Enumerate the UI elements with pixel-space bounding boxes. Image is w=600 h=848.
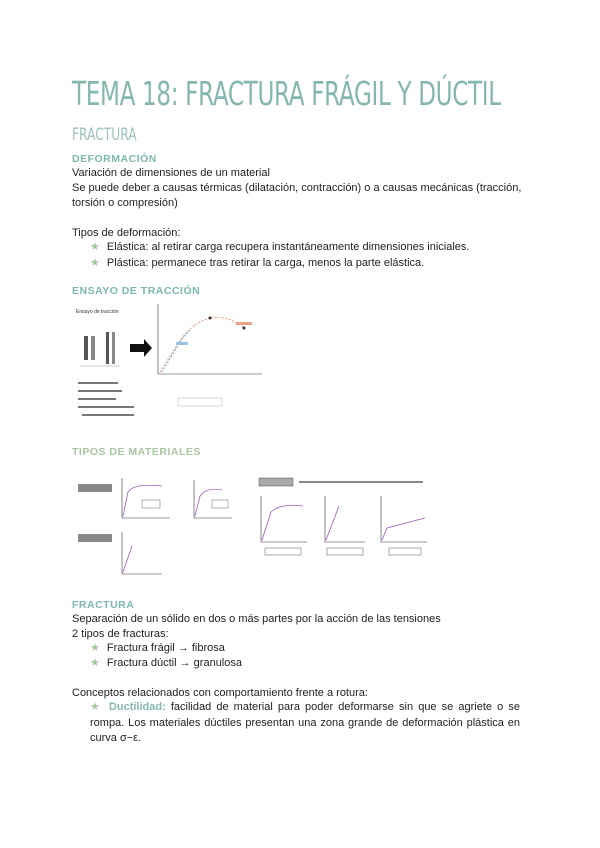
annotation-label <box>236 322 252 325</box>
figure-title: Ensayo de tracción <box>76 309 119 315</box>
deformacion-line-2: Se puede deber a causas térmicas (dilatación, contracción) o a causas mecánicas (tracción, <box>72 182 522 194</box>
curve-engineering <box>160 317 244 372</box>
annotation-label-blue <box>176 342 188 345</box>
stress-strain-chart <box>150 300 270 385</box>
list-item: ★ Fractura frágil → fibrosa <box>90 642 225 654</box>
page-title: TEMA 18: FRACTURA FRÁGIL Y DÚCTIL <box>72 74 501 113</box>
note-line <box>299 481 423 483</box>
star-icon: ★ <box>90 241 100 253</box>
label-box-ceramics <box>78 534 112 542</box>
heading-deformacion: DEFORMACIÓN <box>72 153 157 165</box>
deformacion-line-1: Variación de dimensiones de un material <box>72 167 270 179</box>
max-point <box>209 317 212 320</box>
list-item: ★ Fractura dúctil → granulosa <box>90 657 242 669</box>
star-icon: ★ <box>90 657 100 669</box>
fractura-line-2: 2 tipos de fracturas: <box>72 628 169 640</box>
formula-box <box>178 398 222 406</box>
label-box-metals <box>78 484 112 492</box>
polymer-curve-3 <box>382 518 425 540</box>
star-icon: ★ <box>90 701 102 713</box>
materials-metals-figure <box>72 470 252 582</box>
list-item: ★ Elástica: al retirar carga recupera instantáneamente dimensiones iniciales. <box>90 241 470 253</box>
list-item-ductilidad <box>90 700 520 747</box>
heading-fractura: FRACTURA <box>72 599 135 611</box>
star-icon: ★ <box>90 642 100 654</box>
curve-elastic <box>162 330 190 372</box>
materials-polymers-figure <box>255 470 445 565</box>
conceptos-label: Conceptos relacionados con comportamiento frente a rotura: <box>72 687 368 699</box>
heading-ensayo-traccion: ENSAYO DE TRACCIÓN <box>72 285 201 297</box>
section-subtitle: FRACTURA <box>72 125 137 145</box>
ductilidad-definition: facilidad de material para poder deformarse sin que se agriete o se rompa. Los materiales dúctiles presentan una zona grande de deformación plástica en curva σ−ε. <box>90 701 520 744</box>
arrow-icon <box>130 339 152 357</box>
fracture-point <box>243 327 246 330</box>
deformacion-line-3: torsión o compresión) <box>72 197 178 209</box>
specimen-left-2 <box>91 336 95 360</box>
polymer-curve-2 <box>326 506 339 540</box>
term-ductilidad: Ductilidad: <box>108 701 166 713</box>
specimen-right <box>106 332 109 364</box>
label-box-polymers <box>259 478 293 486</box>
specimen-right-2 <box>112 332 115 364</box>
ceramic-curve <box>123 546 132 572</box>
figure-legend <box>78 382 134 416</box>
star-icon: ★ <box>90 257 100 269</box>
metal-curve-1 <box>123 485 162 516</box>
tipos-deformacion-label: Tipos de deformación: <box>72 227 181 239</box>
heading-tipos-materiales: TIPOS DE MATERIALES <box>72 446 201 458</box>
list-item: ★ Plástica: permanece tras retirar la carga, menos la parte elástica. <box>90 257 425 269</box>
metal-curve-2 <box>195 489 222 516</box>
polymer-curve-1 <box>262 505 303 540</box>
specimen-left <box>84 336 88 360</box>
fractura-line-1: Separación de un sólido en dos o más partes por la acción de las tensiones <box>72 613 441 625</box>
